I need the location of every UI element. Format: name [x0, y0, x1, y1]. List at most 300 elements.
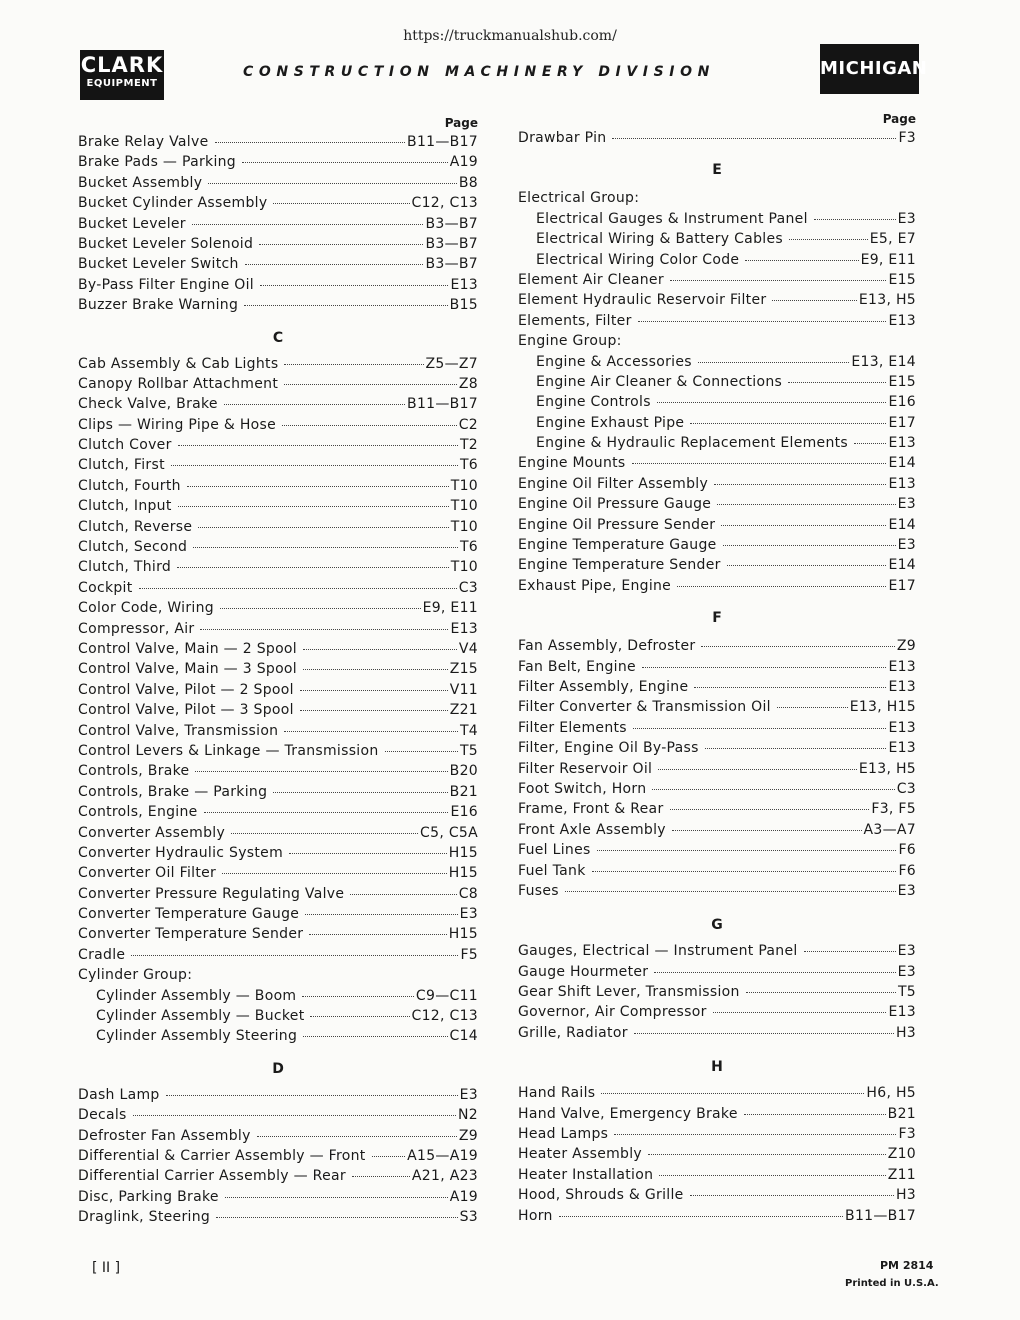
dot-leader	[166, 1095, 458, 1096]
index-entry	[78, 702, 478, 722]
index-entry	[78, 1148, 478, 1168]
entry-label: Bucket Leveler Switch	[78, 256, 239, 273]
entry-label: Frame, Front & Rear	[518, 801, 664, 818]
index-entry	[78, 457, 478, 477]
entry-label: Check Valve, Brake	[78, 396, 218, 413]
entry-page-ref: N2	[458, 1107, 478, 1124]
index-entry	[518, 699, 916, 719]
dot-leader	[208, 183, 457, 184]
index-entry	[78, 865, 478, 885]
entry-label: Control Valve, Pilot — 2 Spool	[78, 681, 294, 698]
index-entry	[78, 926, 478, 946]
entry-page-ref: T10	[450, 518, 478, 535]
index-entry	[78, 1028, 478, 1048]
dot-leader	[705, 748, 887, 749]
index-entry	[518, 374, 916, 394]
equipment-logo-text: EQUIPMENT	[86, 78, 158, 89]
entry-page-ref: B11—B17	[845, 1207, 916, 1224]
index-entry	[78, 1209, 478, 1229]
index-entry	[78, 175, 478, 195]
dot-leader	[690, 1195, 894, 1196]
entry-label: Fan Belt, Engine	[518, 658, 636, 675]
entry-page-ref: E15	[888, 373, 916, 390]
entry-label: Governor, Air Compressor	[518, 1004, 707, 1021]
index-entry	[518, 313, 916, 333]
entry-page-ref: C5, C5A	[420, 824, 478, 841]
dot-leader	[300, 690, 448, 691]
dot-leader	[777, 707, 848, 708]
index-entry	[518, 761, 916, 781]
index-entry	[78, 396, 478, 416]
entry-page-ref: C9—C11	[415, 987, 478, 1004]
entry-page-ref: A15—A19	[407, 1147, 478, 1164]
entry-label: Clutch, First	[78, 457, 165, 474]
index-entry	[78, 1107, 478, 1127]
index-entry	[518, 578, 916, 598]
dot-leader	[698, 362, 850, 363]
dot-leader	[222, 873, 447, 874]
dot-leader	[177, 567, 449, 568]
g-entries	[518, 943, 916, 1045]
entry-label: Controls, Engine	[78, 804, 198, 821]
entry-page-ref: E16	[888, 394, 916, 411]
entry-label: Clutch, Third	[78, 559, 172, 576]
index-entry	[78, 134, 478, 154]
index-entry	[518, 1126, 916, 1146]
entry-page-ref: A21, A23	[411, 1168, 478, 1185]
entry-page-ref: B3—B7	[425, 235, 478, 252]
entry-page-ref: E14	[888, 557, 916, 574]
entry-label: Controls, Brake	[78, 763, 190, 780]
index-entry	[518, 415, 916, 435]
dot-leader	[648, 1154, 886, 1155]
c-entries	[78, 356, 478, 968]
dot-leader	[245, 264, 424, 265]
dot-leader	[198, 527, 448, 528]
entry-label: Hood, Shrouds & Grille	[518, 1187, 684, 1204]
dot-leader	[713, 1012, 887, 1013]
entry-label: Engine Temperature Sender	[518, 557, 721, 574]
index-entry	[78, 559, 478, 579]
index-entry	[518, 354, 916, 374]
entry-page-ref: F3, F5	[871, 801, 916, 818]
entry-page-ref: E16	[450, 804, 478, 821]
entry-page-ref: A19	[449, 1188, 478, 1205]
entry-page-ref: E13	[888, 312, 916, 329]
index-entry	[518, 130, 916, 150]
entry-label: Horn	[518, 1207, 553, 1224]
index-entry	[78, 1189, 478, 1209]
entry-page-ref: B3—B7	[425, 256, 478, 273]
entry-page-ref: E14	[888, 516, 916, 533]
dot-leader	[309, 934, 446, 935]
entry-label: Converter Assembly	[78, 824, 226, 841]
dot-leader	[224, 404, 405, 405]
dot-leader	[216, 1217, 458, 1218]
dot-leader	[632, 463, 887, 464]
index-entry	[78, 356, 478, 376]
entry-label: Controls, Brake — Parking	[78, 783, 268, 800]
entry-page-ref: Z9	[896, 638, 916, 655]
michigan-logo: MICHIGAN	[820, 44, 919, 94]
page-number: [ II ]	[92, 1260, 121, 1276]
entry-label: Electrical Wiring Color Code	[536, 251, 740, 268]
dot-leader	[633, 728, 887, 729]
dot-leader	[131, 955, 458, 956]
dot-leader	[652, 789, 894, 790]
entry-page-ref: E17	[888, 577, 916, 594]
entry-label: Cylinder Assembly — Bucket	[96, 1008, 305, 1025]
entry-page-ref: B3—B7	[425, 215, 478, 232]
entry-label: Brake Pads — Parking	[78, 154, 236, 171]
entry-label: Bucket Assembly	[78, 174, 203, 191]
entry-page-ref: B21	[887, 1105, 916, 1122]
entry-page-ref: H6, H5	[866, 1085, 916, 1102]
entry-label: Foot Switch, Horn	[518, 780, 647, 797]
entry-label: Gear Shift Lever, Transmission	[518, 984, 740, 1001]
index-entry	[518, 272, 916, 292]
top-entries	[518, 130, 916, 150]
entry-page-ref: E13	[888, 719, 916, 736]
entry-page-ref: T10	[450, 477, 478, 494]
entry-page-ref: Z9	[458, 1127, 478, 1144]
document-number: PM 2814	[880, 1259, 934, 1272]
entry-page-ref: H15	[448, 926, 478, 943]
section-header-c: C	[272, 329, 284, 346]
entry-page-ref: F3	[898, 130, 916, 146]
index-entry	[78, 947, 478, 967]
entry-label: Engine & Accessories	[536, 353, 692, 370]
dot-leader	[284, 384, 457, 385]
index-entry	[518, 638, 916, 658]
index-entry	[518, 537, 916, 557]
dot-leader	[350, 894, 456, 895]
page-column-label: Page	[444, 116, 478, 130]
index-entry	[78, 256, 478, 276]
entry-label: Control Valve, Main — 2 Spool	[78, 640, 297, 657]
entry-label: Engine Oil Pressure Sender	[518, 516, 716, 533]
dot-leader	[385, 751, 458, 752]
dot-leader	[854, 443, 886, 444]
entry-page-ref: C3	[896, 780, 916, 797]
entry-page-ref: T10	[450, 498, 478, 515]
entry-label: Cylinder Assembly Steering	[96, 1028, 298, 1045]
dot-leader	[372, 1156, 406, 1157]
dot-leader	[658, 769, 857, 770]
entry-label: Clutch, Reverse	[78, 518, 193, 535]
index-entry	[518, 455, 916, 475]
entry-page-ref: T2	[459, 437, 478, 454]
entry-label: Electrical Wiring & Battery Cables	[536, 231, 783, 248]
entry-page-ref: T5	[897, 984, 916, 1001]
entry-page-ref: S3	[459, 1209, 478, 1226]
index-entry	[78, 661, 478, 681]
dot-leader	[305, 914, 457, 915]
entry-label: Drawbar Pin	[518, 130, 607, 146]
entry-page-ref: C14	[449, 1028, 478, 1045]
printed-in-note: Printed in U.S.A.	[845, 1278, 939, 1289]
entry-page-ref: F3	[898, 1126, 916, 1143]
electrical-group-label: Electrical Group:	[518, 190, 640, 207]
entry-label: Differential & Carrier Assembly — Front	[78, 1147, 366, 1164]
index-entry	[78, 1087, 478, 1107]
entry-label: Filter Converter & Transmission Oil	[518, 699, 771, 716]
entry-label: Clutch, Second	[78, 539, 188, 556]
dot-leader	[303, 669, 448, 670]
entry-label: Gauge Hourmeter	[518, 963, 649, 980]
index-entry	[518, 1187, 916, 1207]
index-entry	[78, 1128, 478, 1148]
index-entry	[78, 195, 478, 215]
entry-label: Engine Controls	[536, 394, 651, 411]
dot-leader	[282, 425, 457, 426]
entry-page-ref: Z11	[887, 1166, 916, 1183]
entry-page-ref: E13	[888, 678, 916, 695]
entry-label: Buzzer Brake Warning	[78, 297, 239, 314]
entry-label: Engine Exhaust Pipe	[536, 414, 685, 431]
index-entry	[518, 1106, 916, 1126]
entry-label: Grille, Radiator	[518, 1024, 628, 1041]
dot-leader	[300, 710, 448, 711]
dot-leader	[634, 1033, 894, 1034]
dot-leader	[690, 423, 886, 424]
index-entry	[518, 781, 916, 801]
index-entry	[518, 292, 916, 312]
entry-page-ref: B20	[449, 763, 478, 780]
section-header-d: D	[272, 1060, 284, 1077]
section-header-g: G	[711, 917, 723, 934]
entry-page-ref: E3	[897, 882, 916, 899]
dot-leader	[178, 506, 449, 507]
entry-label: Filter Assembly, Engine	[518, 678, 689, 695]
entry-label: Converter Oil Filter	[78, 865, 217, 882]
dot-leader	[672, 830, 862, 831]
entry-page-ref: E3	[459, 906, 478, 923]
entry-page-ref: H15	[448, 844, 478, 861]
index-entry	[518, 801, 916, 821]
index-entry	[518, 496, 916, 516]
entry-page-ref: C12, C13	[411, 1008, 478, 1025]
dot-leader	[670, 809, 870, 810]
dot-leader	[200, 629, 448, 630]
left-index-column	[78, 116, 478, 1230]
dot-leader	[259, 244, 423, 245]
index-entry	[78, 723, 478, 743]
index-entry	[78, 682, 478, 702]
dot-leader	[642, 667, 886, 668]
h-entries	[518, 1085, 916, 1228]
entry-page-ref: Z5—Z7	[425, 355, 478, 372]
entry-label: Compressor, Air	[78, 620, 195, 637]
entry-label: Fuel Tank	[518, 862, 586, 879]
entry-label: Fuel Lines	[518, 842, 591, 859]
entry-page-ref: T6	[459, 539, 478, 556]
index-entry	[78, 621, 478, 641]
dot-leader	[220, 608, 421, 609]
index-entry	[518, 740, 916, 760]
entry-page-ref: C12, C13	[411, 195, 478, 212]
index-entry	[518, 435, 916, 455]
dot-leader	[804, 951, 896, 952]
division-title: CONSTRUCTION MACHINERY DIVISION	[243, 64, 715, 80]
entry-label: Cylinder Assembly — Boom	[96, 987, 297, 1004]
entry-label: Hand Valve, Emergency Brake	[518, 1105, 738, 1122]
entry-page-ref: Z21	[449, 702, 478, 719]
index-entry	[518, 679, 916, 699]
dot-leader	[139, 588, 457, 589]
index-entry	[78, 600, 478, 620]
entry-page-ref: Z15	[449, 661, 478, 678]
dot-leader	[273, 792, 447, 793]
entry-label: Clips — Wiring Pipe & Hose	[78, 416, 277, 433]
entry-label: Fan Assembly, Defroster	[518, 638, 696, 655]
entry-page-ref: Z10	[887, 1146, 916, 1163]
entry-label: Gauges, Electrical — Instrument Panel	[518, 943, 798, 960]
entry-page-ref: E3	[897, 963, 916, 980]
f-entries	[518, 638, 916, 903]
index-entry	[518, 1167, 916, 1187]
dot-leader	[215, 142, 406, 143]
dot-leader	[614, 1134, 896, 1135]
entry-label: Clutch Cover	[78, 437, 172, 454]
index-entry	[518, 394, 916, 414]
entry-label: Differential Carrier Assembly — Rear	[78, 1168, 346, 1185]
index-entry	[78, 277, 478, 297]
entry-label: Defroster Fan Assembly	[78, 1127, 251, 1144]
dot-leader	[302, 996, 414, 997]
dot-leader	[192, 224, 424, 225]
index-entry	[78, 236, 478, 256]
dot-leader	[289, 853, 447, 854]
entry-label: Brake Relay Valve	[78, 134, 209, 150]
index-entry	[78, 539, 478, 559]
dot-leader	[714, 484, 886, 485]
dot-leader	[597, 850, 897, 851]
index-entry	[78, 825, 478, 845]
clark-logo-text: CLARK	[80, 53, 164, 77]
entry-page-ref: B11—B17	[407, 396, 478, 413]
dot-leader	[352, 1176, 410, 1177]
entry-label: Converter Temperature Gauge	[78, 906, 300, 923]
dot-leader	[745, 260, 858, 261]
index-entry	[518, 1025, 916, 1045]
index-entry	[518, 943, 916, 963]
entry-label: Dash Lamp	[78, 1086, 160, 1103]
index-entry	[518, 863, 916, 883]
entry-label: Engine Oil Pressure Gauge	[518, 496, 712, 513]
dot-leader	[814, 219, 896, 220]
entry-page-ref: A19	[449, 154, 478, 171]
entry-label: Bucket Leveler	[78, 215, 186, 232]
dot-leader	[746, 992, 896, 993]
dot-leader	[717, 504, 895, 505]
index-entry	[78, 498, 478, 518]
entry-page-ref: B21	[449, 783, 478, 800]
entry-label: Engine & Hydraulic Replacement Elements	[536, 435, 849, 452]
entry-page-ref: C2	[458, 416, 478, 433]
entry-page-ref: H3	[895, 1024, 916, 1041]
entry-label: Converter Pressure Regulating Valve	[78, 885, 345, 902]
dot-leader	[659, 1175, 885, 1176]
index-entry	[78, 376, 478, 396]
dot-leader	[559, 1216, 843, 1217]
entry-page-ref: V11	[449, 681, 478, 698]
index-entry	[518, 557, 916, 577]
dot-leader	[772, 300, 856, 301]
entry-page-ref: B8	[458, 174, 478, 191]
index-entry	[78, 417, 478, 437]
index-entry	[78, 216, 478, 236]
entry-page-ref: H3	[895, 1187, 916, 1204]
entry-page-ref: H15	[448, 865, 478, 882]
index-entry	[518, 720, 916, 740]
index-entry	[518, 1146, 916, 1166]
entry-page-ref: E9, E11	[422, 600, 478, 617]
dot-leader	[257, 1136, 457, 1137]
index-entry	[78, 743, 478, 763]
dot-leader	[310, 1016, 409, 1017]
entry-label: Draglink, Steering	[78, 1209, 211, 1226]
dot-leader	[260, 285, 448, 286]
entry-label: Canopy Rollbar Attachment	[78, 375, 279, 392]
entry-label: Element Hydraulic Reservoir Filter	[518, 292, 767, 309]
dot-leader	[789, 239, 868, 240]
entry-label: Heater Installation	[518, 1166, 654, 1183]
dot-leader	[721, 525, 886, 526]
entry-label: Hand Rails	[518, 1085, 596, 1102]
entry-label: Front Axle Assembly	[518, 821, 666, 838]
index-entry	[78, 519, 478, 539]
index-entry	[518, 1004, 916, 1024]
dot-leader	[133, 1115, 456, 1116]
index-entry	[78, 580, 478, 600]
index-entry	[518, 883, 916, 903]
entry-page-ref: E13, H15	[849, 699, 916, 716]
entry-label: Converter Hydraulic System	[78, 844, 284, 861]
index-entry	[78, 804, 478, 824]
cylinder-entries	[78, 988, 478, 1049]
entry-page-ref: E14	[888, 455, 916, 472]
entry-page-ref: E13	[888, 740, 916, 757]
b-entries	[78, 134, 478, 318]
entry-page-ref: E13	[888, 658, 916, 675]
index-entry	[518, 1085, 916, 1105]
index-entry	[518, 231, 916, 251]
entry-page-ref: E13	[888, 1004, 916, 1021]
entry-label: Cab Assembly & Cab Lights	[78, 355, 279, 372]
index-entry	[518, 517, 916, 537]
dot-leader	[242, 162, 448, 163]
index-entry	[518, 822, 916, 842]
dot-leader	[701, 646, 894, 647]
index-entry	[518, 211, 916, 231]
entry-label: Bucket Leveler Solenoid	[78, 235, 254, 252]
dot-leader	[284, 364, 423, 365]
dot-leader	[284, 731, 458, 732]
index-entry	[518, 252, 916, 272]
entry-page-ref: E3	[897, 537, 916, 554]
entry-label: Element Air Cleaner	[518, 271, 664, 288]
dot-leader	[195, 771, 447, 772]
entry-page-ref: E3	[897, 210, 916, 227]
index-entry	[78, 988, 478, 1008]
dot-leader	[204, 812, 449, 813]
entry-page-ref: E17	[888, 414, 916, 431]
electrical-entries	[518, 211, 916, 272]
dot-leader	[231, 833, 418, 834]
entry-label: Filter, Engine Oil By-Pass	[518, 740, 699, 757]
dot-leader	[273, 203, 409, 204]
